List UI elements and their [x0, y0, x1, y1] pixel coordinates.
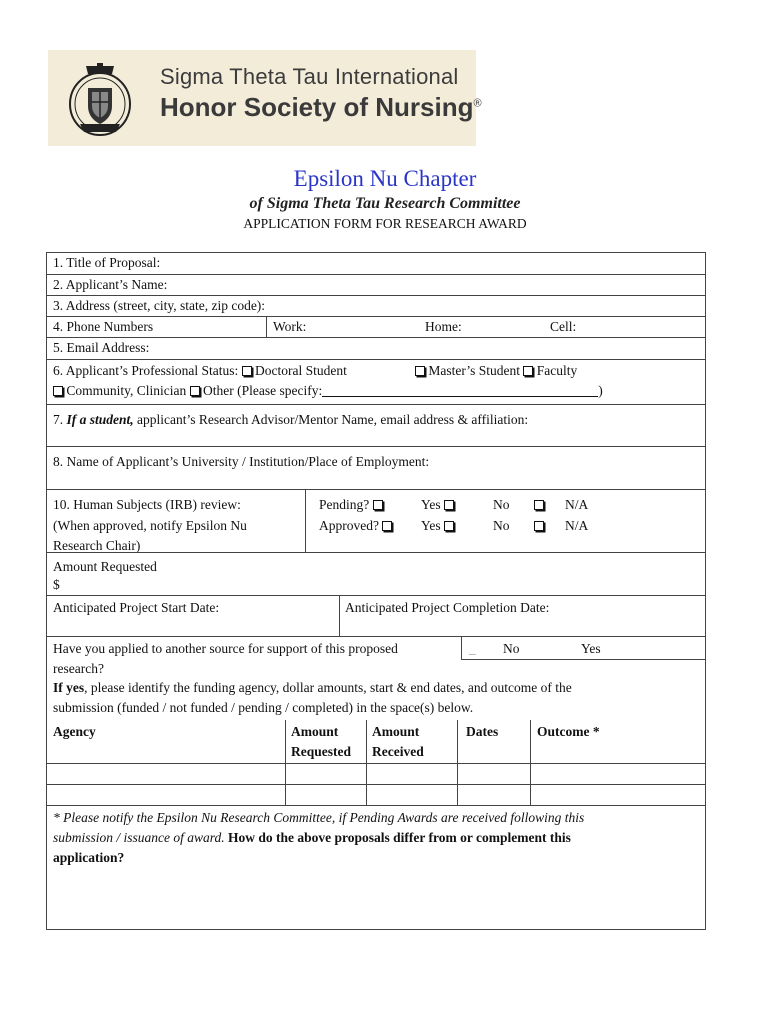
amount-requested-row[interactable]	[47, 552, 705, 595]
dates-header: Dates	[466, 724, 499, 739]
doctoral-label: Doctoral Student	[255, 363, 347, 378]
masters-checkbox[interactable]	[415, 366, 425, 376]
irb-row	[47, 489, 705, 552]
start-date-label[interactable]: Anticipated Project Start Date:	[53, 600, 220, 615]
pending-note: * Please notify the Epsilon Nu Research Committee, if Pending Awards are received following this	[53, 810, 585, 825]
committee-subtitle: of Sigma Theta Tau Research Committee	[249, 195, 521, 212]
doctoral-checkbox[interactable]	[242, 366, 252, 376]
logo-line-2: Honor Society of Nursing®	[160, 92, 482, 122]
if-yes-instructions: If yes, please identify the funding agency, dollar amounts, start & end dates, and outcome of the submission (funded / not funded / pending / completed) in the space(s) below.	[53, 680, 572, 715]
cell-phone-label: Cell:	[550, 319, 577, 334]
masters-label: Master’s Student	[428, 363, 520, 378]
advisor-row[interactable]	[47, 404, 705, 446]
status-label: 6. Applicant’s Professional Status:	[53, 363, 239, 378]
pending-no-label: No	[493, 497, 510, 512]
advisor-label: 7. If a student, applicant’s Research Advisor/Mentor Name, email address & affiliation:	[53, 412, 529, 427]
complement-section[interactable]: * Please notify the Epsilon Nu Research Committee, if Pending Awards are received following this submission / issuance of award. How do the above proposals differ from or complement this application?	[47, 805, 705, 930]
address-row[interactable]	[47, 295, 705, 316]
table-row[interactable]	[47, 784, 705, 785]
application-form	[46, 252, 706, 930]
phone-row[interactable]	[47, 316, 705, 337]
agency-header: Agency	[53, 724, 96, 739]
approved-yes-label: Yes	[421, 518, 441, 533]
institution-row[interactable]	[47, 446, 705, 489]
chapter-title: Epsilon Nu Chapter	[293, 166, 477, 191]
email-label: 5. Email Address:	[53, 340, 150, 355]
approved-checkbox[interactable]	[382, 521, 392, 531]
status-row: 6. Applicant’s Professional Status: Doctoral Student Master’s Student Faculty Community, Clinician Other (Please specify: )	[47, 359, 705, 404]
home-phone-label: Home:	[425, 319, 462, 334]
amount-received-header: Amount	[372, 724, 420, 739]
logo-line-1: Sigma Theta Tau International	[160, 64, 459, 89]
pending-yes-label: Yes	[421, 497, 441, 512]
name-row[interactable]	[47, 274, 705, 295]
pending-no-checkbox[interactable]	[534, 500, 544, 510]
complement-question: How do the above proposals differ from or complement this	[228, 830, 571, 845]
completion-date-label[interactable]: Anticipated Project Completion Date:	[345, 600, 550, 615]
pending-checkbox[interactable]	[373, 500, 383, 510]
applied-question: Have you applied to another source for support of this proposed	[53, 641, 398, 656]
approved-no-label: No	[493, 518, 510, 533]
community-checkbox[interactable]	[53, 386, 63, 396]
pending-na-label: N/A	[565, 497, 589, 512]
approved-label: Approved?	[319, 518, 379, 533]
name-label: 2. Applicant’s Name:	[53, 277, 168, 292]
applied-yes-label[interactable]: Yes	[581, 641, 601, 656]
phone-label: 4. Phone Numbers	[53, 319, 154, 334]
applied-no-field[interactable]: _	[469, 641, 476, 656]
other-specify-field[interactable]	[322, 383, 598, 397]
pending-yes-checkbox[interactable]	[444, 500, 454, 510]
irb-note-2: Research Chair)	[53, 538, 141, 553]
funding-table: Agency Amount Requested Amount Received Dates Outcome *	[47, 720, 705, 805]
faculty-label: Faculty	[536, 363, 578, 378]
society-logo	[48, 50, 482, 146]
approved-no-checkbox[interactable]	[534, 521, 544, 531]
other-checkbox[interactable]	[190, 386, 200, 396]
applied-no-label[interactable]: No	[503, 641, 520, 656]
outcome-header: Outcome *	[537, 724, 600, 739]
title-label: 1. Title of Proposal:	[53, 255, 161, 270]
approved-yes-checkbox[interactable]	[444, 521, 454, 531]
irb-label: 10. Human Subjects (IRB) review:	[53, 497, 241, 512]
email-row[interactable]	[47, 337, 705, 359]
institution-label: 8. Name of Applicant’s University / Institution/Place of Employment:	[53, 454, 430, 469]
if-yes-label: If yes	[53, 680, 85, 695]
pending-label: Pending?	[319, 497, 370, 512]
amount-requested-header: Amount	[291, 724, 339, 739]
dollar-sign: $	[53, 577, 60, 592]
work-phone-label: Work:	[273, 319, 307, 334]
community-label: Community, Clinician	[66, 383, 187, 398]
irb-note: (When approved, notify Epsilon Nu	[53, 518, 247, 533]
applied-question-2: research?	[53, 661, 104, 676]
amount-requested-label: Amount Requested	[53, 559, 157, 574]
address-label: 3. Address (street, city, state, zip code):	[53, 298, 266, 313]
form-title: APPLICATION FORM FOR RESEARCH AWARD	[243, 216, 527, 231]
other-label: Other (Please specify:	[203, 383, 323, 398]
title-row[interactable]	[47, 253, 705, 274]
table-row[interactable]	[47, 763, 705, 764]
society-seal-icon	[66, 62, 134, 138]
faculty-checkbox[interactable]	[523, 366, 533, 376]
dates-row	[47, 595, 705, 636]
approved-na-label: N/A	[565, 518, 589, 533]
applied-row	[47, 636, 705, 677]
